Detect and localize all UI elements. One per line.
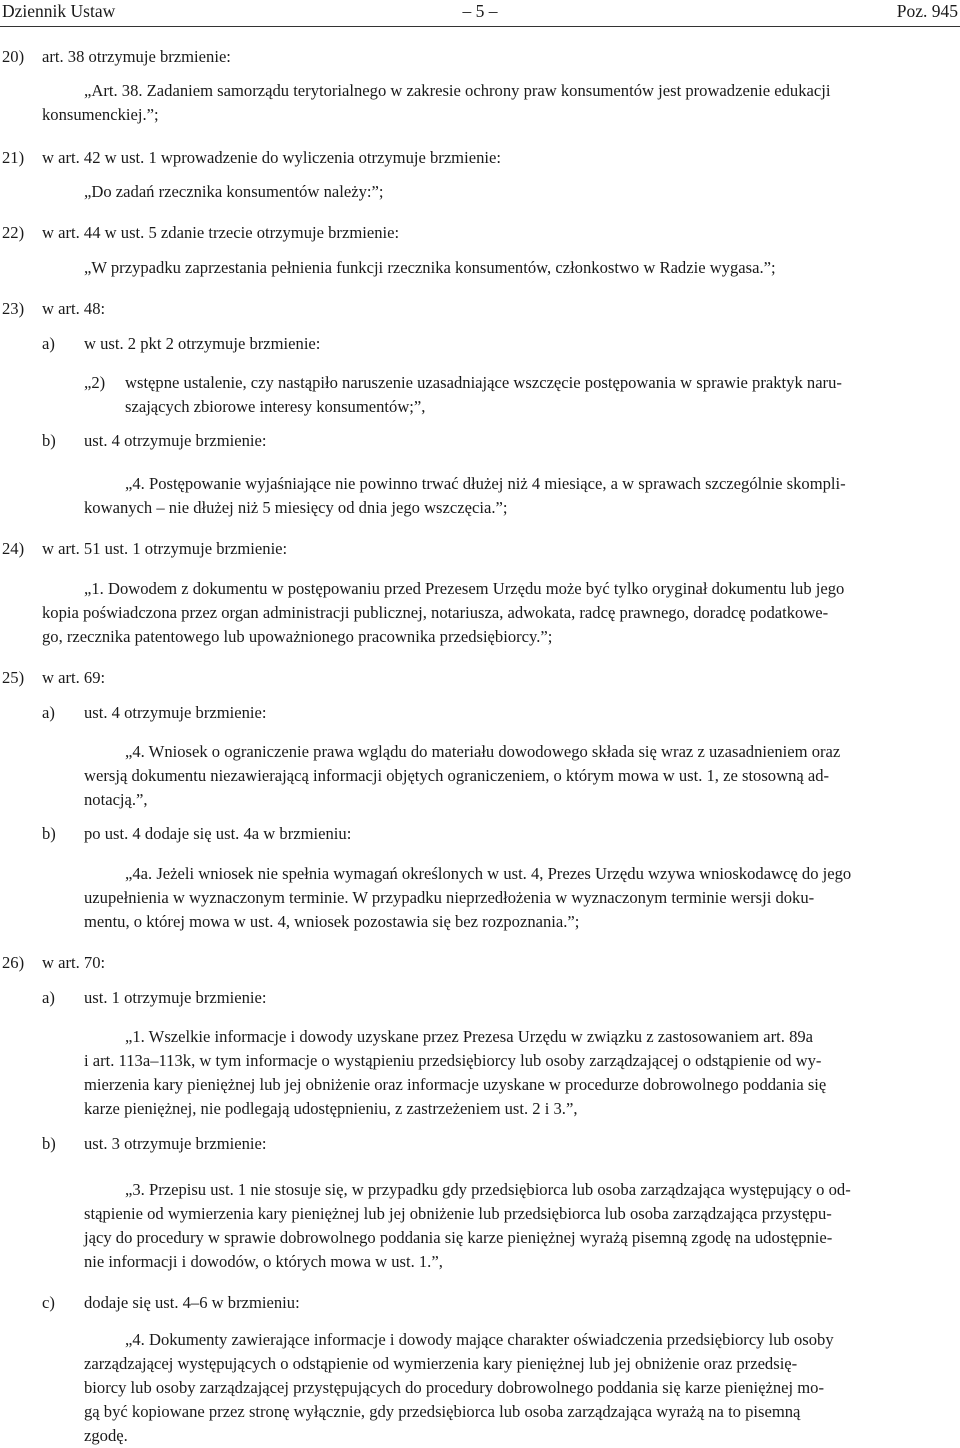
item-25-intro: w art. 69: — [42, 668, 106, 687]
item-23-a-text-line: szających zbiorowe interesy konsumentów;”, — [125, 397, 426, 416]
item-26-b-text-line: nie informacji i dowodów, o których mowa w ust. 1.”, — [84, 1252, 443, 1271]
item-26-intro: w art. 70: — [42, 953, 106, 972]
item-21-intro: w art. 42 w ust. 1 wprowadzenie do wyliczenia otrzymuje brzmienie: — [42, 148, 501, 167]
item-23-b-text-line: „4. Postępowanie wyjaśniające nie powinno trwać dłużej niż 4 miesiące, a w sprawach szczególnie skompli- — [125, 474, 846, 493]
item-21-quote: „Do zadań rzecznika konsumentów należy:”; — [84, 182, 384, 201]
page-header — [0, 0, 960, 27]
item-26-c-text-line: biorcy lub osoby zarządzającej przystępujących do procedury dobrowolnego poddania się karze pieniężnej mo- — [84, 1378, 824, 1397]
item-26-a-text-line: i art. 113a–113k, w tym informacje o wystąpieniu przedsiębiorcy lub osoby zarządzającej o odstąpienie od wy- — [84, 1051, 822, 1070]
item-26-c-text-line: „4. Dokumenty zawierające informacje i dowody mające charakter oświadczenia przedsiębiorcy lub osoby — [125, 1330, 834, 1349]
item-23-a-intro: w ust. 2 pkt 2 otrzymuje brzmienie: — [84, 334, 321, 353]
item-24-text-line: go, rzecznika patentowego lub upoważnionego pracownika przedsiębiorcy.”; — [42, 627, 553, 646]
item-22-quote: „W przypadku zaprzestania pełnienia funkcji rzecznika konsumentów, członkostwo w Radzie wygasa.”; — [84, 258, 776, 277]
item-26-number: 26) — [2, 953, 25, 972]
item-24-intro: w art. 51 ust. 1 otrzymuje brzmienie: — [42, 539, 288, 558]
item-24-text-line: kopia poświadczona przez organ administracji publicznej, notariusza, adwokata, radcę prawnego, doradcę podatkowe- — [42, 603, 829, 622]
item-20-quote-line: konsumenckiej.”; — [42, 105, 159, 124]
item-23-a-label: a) — [42, 334, 55, 353]
item-25-b-label: b) — [42, 824, 56, 843]
item-26-b-text-line: stąpienie od wymierzenia kary pieniężnej lub jej obniżenie lub przedsiębiorca lub osoba zarządzająca przystępu- — [84, 1204, 832, 1223]
journal-title: Dziennik Ustaw — [2, 1, 116, 21]
item-20-number: 20) — [2, 47, 25, 66]
item-22-intro: w art. 44 w ust. 5 zdanie trzecie otrzymuje brzmienie: — [42, 223, 400, 242]
item-23-intro: w art. 48: — [42, 299, 106, 318]
item-26-c-intro: dodaje się ust. 4–6 w brzmieniu: — [84, 1293, 300, 1312]
item-24-text-line: „1. Dowodem z dokumentu w postępowaniu przed Prezesem Urzędu może być tylko oryginał dokumentu lub jego — [84, 579, 845, 598]
item-25-b-intro: po ust. 4 dodaje się ust. 4a w brzmieniu: — [84, 824, 352, 843]
item-25-b-text-line: „4a. Jeżeli wniosek nie spełnia wymagań określonych w ust. 4, Prezes Urzędu wzywa wnioskodawcę do jego — [125, 864, 852, 883]
page-number: – 5 – — [462, 1, 498, 21]
item-26-a-text-line: „1. Wszelkie informacje i dowody uzyskane przez Prezesa Urzędu w związku z zastosowaniem art. 89a — [125, 1027, 814, 1046]
item-25-a-text-line: wersją dokumentu niezawierającą informacji objętych ograniczeniem, o którym mowa w ust. 1, ze stosowną ad- — [84, 766, 830, 785]
item-25-a-label: a) — [42, 703, 55, 722]
item-22-number: 22) — [2, 223, 25, 242]
item-26-b-text-line: „3. Przepisu ust. 1 nie stosuje się, w przypadku gdy przedsiębiorca lub osoba zarządzająca występujący o od- — [125, 1180, 851, 1199]
item-25-number: 25) — [2, 668, 25, 687]
item-26-c-text-line: zgodę. — [84, 1426, 128, 1445]
item-26-a-intro: ust. 1 otrzymuje brzmienie: — [84, 988, 267, 1007]
item-23-a-text-line: wstępne ustalenie, czy nastąpiło naruszenie uzasadniające wszczęcie postępowania w sprawie praktyk naru- — [125, 373, 842, 392]
item-23-b-label: b) — [42, 431, 56, 450]
item-26-b-label: b) — [42, 1134, 56, 1153]
item-26-a-label: a) — [42, 988, 55, 1007]
item-25-a-text-line: notacją.”, — [84, 790, 148, 809]
position-number: Poz. 945 — [896, 1, 958, 21]
item-23-b-text-line: kowanych – nie dłużej niż 5 miesięcy od dnia jego wszczęcia.”; — [84, 498, 508, 517]
item-23-b-intro: ust. 4 otrzymuje brzmienie: — [84, 431, 267, 450]
item-26-b-text-line: jący do procedury w sprawie dobrowolnego poddania się karze pieniężnej wyrażą pisemną zgodę na udostępnie- — [84, 1228, 833, 1247]
item-26-c-label: c) — [42, 1293, 55, 1312]
item-25-a-intro: ust. 4 otrzymuje brzmienie: — [84, 703, 267, 722]
item-25-a-text-line: „4. Wniosek o ograniczenie prawa wglądu do materiału dowodowego składa się wraz z uzasadnieniem oraz — [125, 742, 841, 761]
item-26-a-text-line: karze pieniężnej, nie podlegają udostępnieniu, z zastrzeżeniem ust. 2 i 3.”, — [84, 1099, 578, 1118]
item-26-a-text-line: mierzenia kary pieniężnej lub jej obniżenie oraz informacje uzyskane w procedurze dobrowolnego poddania się — [84, 1075, 827, 1094]
item-26-c-text-line: zarządzającej występujących o odstąpienie od wymierzenia kary pieniężnej lub jej obniżenie oraz przedsię- — [84, 1354, 798, 1373]
item-25-b-text-line: mentu, o której mowa w ust. 4, wniosek pozostawia się bez rozpoznania.”; — [84, 912, 580, 931]
item-23-a-point: „2) — [84, 373, 106, 392]
item-20-quote-line: „Art. 38. Zadaniem samorządu terytorialnego w zakresie ochrony praw konsumentów jest prowadzenie edukacji — [84, 81, 831, 100]
item-23-number: 23) — [2, 299, 25, 318]
item-24-number: 24) — [2, 539, 25, 558]
item-25-b-text-line: uzupełnienia w wyznaczonym terminie. W przypadku nieprzedłożenia w wyznaczonym terminie wersji doku- — [84, 888, 815, 907]
item-26-b-intro: ust. 3 otrzymuje brzmienie: — [84, 1134, 267, 1153]
item-21-number: 21) — [2, 148, 25, 167]
item-26-c-text-line: gą być kopiowane przez stronę wyłącznie, gdy przedsiębiorca lub osoba zarządzająca wyrażą na to pisemną — [84, 1402, 801, 1421]
item-20-intro: art. 38 otrzymuje brzmienie: — [42, 47, 231, 66]
